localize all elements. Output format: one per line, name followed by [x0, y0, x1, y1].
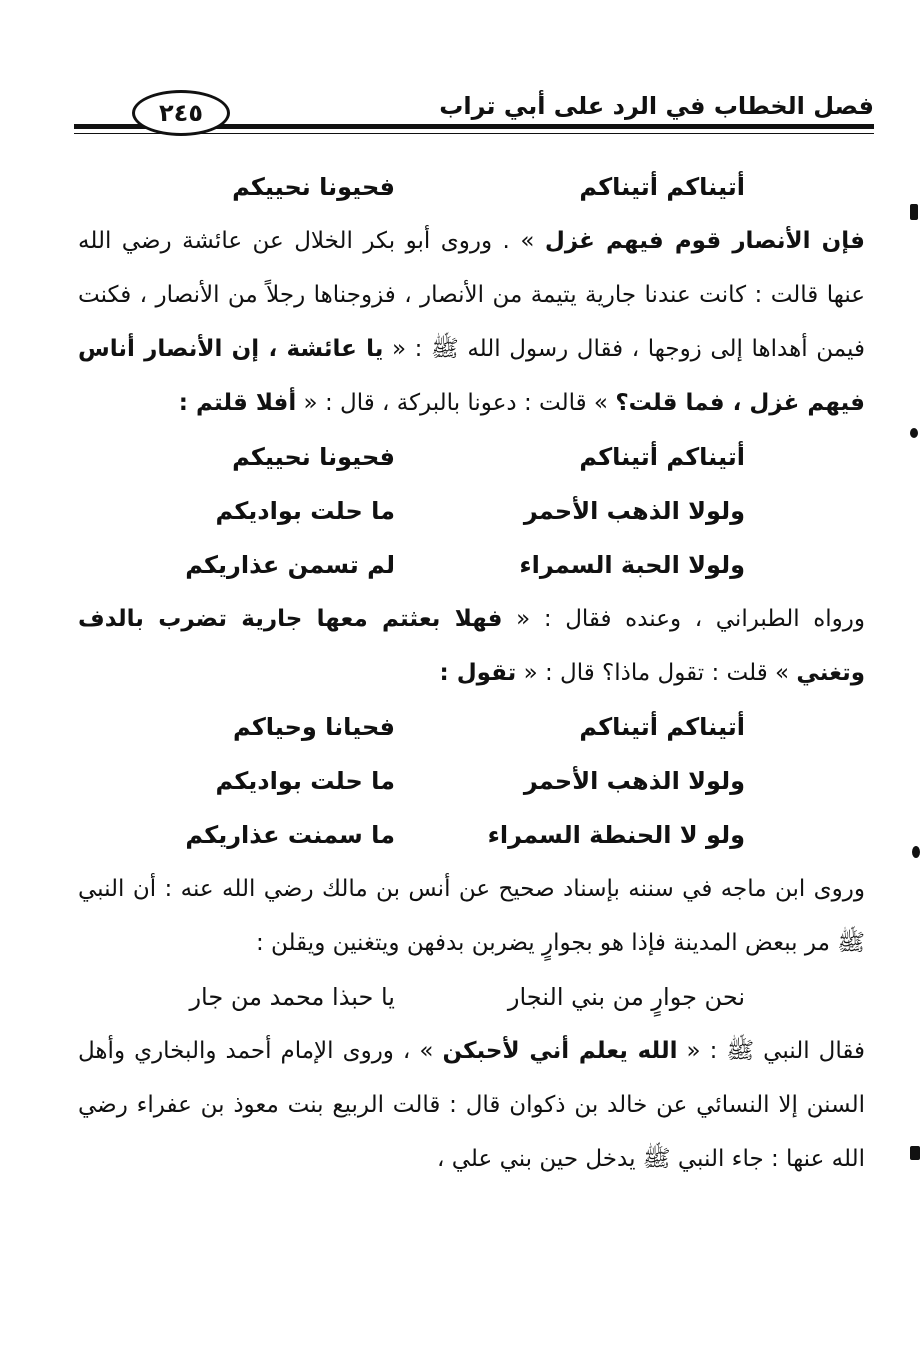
- hemistich-second: فحيونا نحييكم: [232, 443, 395, 471]
- hemistich-second: لم تسمن عذاريكم: [185, 551, 395, 579]
- narration-text: » قالت : دعونا بالبركة ، قال : «: [296, 390, 616, 416]
- hadith-quote: الله يعلم أني لأحبكن: [442, 1038, 678, 1064]
- hemistich-first: ولولا الذهب الأحمر: [523, 497, 745, 525]
- paragraph: [78, 214, 865, 430]
- scan-mark: [912, 846, 920, 858]
- paragraph: [78, 592, 865, 700]
- paragraph: [78, 1024, 865, 1186]
- verse-line: [78, 538, 865, 592]
- verse-line: [78, 484, 865, 538]
- hadith-quote: فهلا بعثتم معها جارية تضرب بالدف وتغني: [78, 606, 865, 686]
- hemistich-second: فحيانا وحياكم: [233, 713, 395, 741]
- verse-line: [78, 970, 865, 1024]
- scan-mark: [910, 204, 918, 220]
- hemistich-first: نحن جوارٍ من بني النجار: [507, 983, 745, 1011]
- hadith-quote: يا عائشة ، إن الأنصار أناس فيهم غزل ، فما قلت؟: [78, 336, 865, 416]
- running-title: فصل الخطاب في الرد على أبي تراب: [439, 92, 874, 120]
- page-number: ٢٤٥: [132, 90, 230, 136]
- hemistich-first: ولولا الذهب الأحمر: [523, 767, 745, 795]
- scan-mark: [910, 1146, 920, 1160]
- hemistich-second: ما سمنت عذاريكم: [185, 821, 395, 849]
- hemistich-first: ولو لا الحنطة السمراء: [487, 821, 745, 849]
- scan-mark: [910, 428, 918, 438]
- narration-text: فقال النبي ﷺ : «: [677, 1038, 865, 1064]
- hemistich-second: فحيونا نحييكم: [232, 173, 395, 201]
- narration-text: وروى ابن ماجه في سننه بإسناد صحيح عن أنس بن مالك رضي الله عنه : أن النبي ﷺ مر ببعض المدينة فإذا هو بجوارٍ يضربن بدفهن ويتغنين ويقلن :: [78, 876, 865, 956]
- verse-line: [78, 754, 865, 808]
- verse-line: [78, 160, 865, 214]
- hadith-quote: تقول :: [439, 660, 517, 686]
- verse-line: [78, 700, 865, 754]
- hemistich-second: ما حلت بواديكم: [215, 497, 395, 525]
- hemistich-second: ما حلت بواديكم: [215, 767, 395, 795]
- verse-line: [78, 430, 865, 484]
- paragraph: [78, 862, 865, 970]
- hemistich-first: ولولا الحبة السمراء: [519, 551, 745, 579]
- hadith-quote: أفلا قلتم :: [178, 390, 297, 416]
- hemistich-second: يا حبذا محمد من جار: [189, 983, 395, 1011]
- hemistich-first: أتيناكم أتيناكم: [579, 443, 745, 471]
- page-header: [74, 84, 874, 144]
- page-body: [78, 160, 865, 1186]
- narration-text: » ، وروى الإمام أحمد والبخاري وأهل السنن إلا النسائي عن خالد بن ذكوان قال : قالت الربيع بنت معوذ بن عفراء رضي الله عنها : جاء النبي ﷺ يدخل حين بني علي ،: [78, 1038, 865, 1172]
- narration-text: ورواه الطبراني ، وعنده فقال : «: [502, 606, 865, 632]
- hemistich-first: أتيناكم أتيناكم: [579, 173, 745, 201]
- verse-line: [78, 808, 865, 862]
- narration-text: » قلت : تقول ماذا؟ قال : «: [516, 660, 797, 686]
- hemistich-first: أتيناكم أتيناكم: [579, 713, 745, 741]
- narration-text: » . وروى أبو بكر الخلال عن عائشة رضي الله عنها قالت : كانت عندنا جارية يتيمة من الأنصار ، فزوجناها رجلاً من الأنصار ، فكنت فيمن أهداها إلى زوجها ، فقال رسول الله ﷺ : «: [78, 228, 865, 362]
- hadith-quote: فإن الأنصار قوم فيهم غزل: [544, 228, 865, 254]
